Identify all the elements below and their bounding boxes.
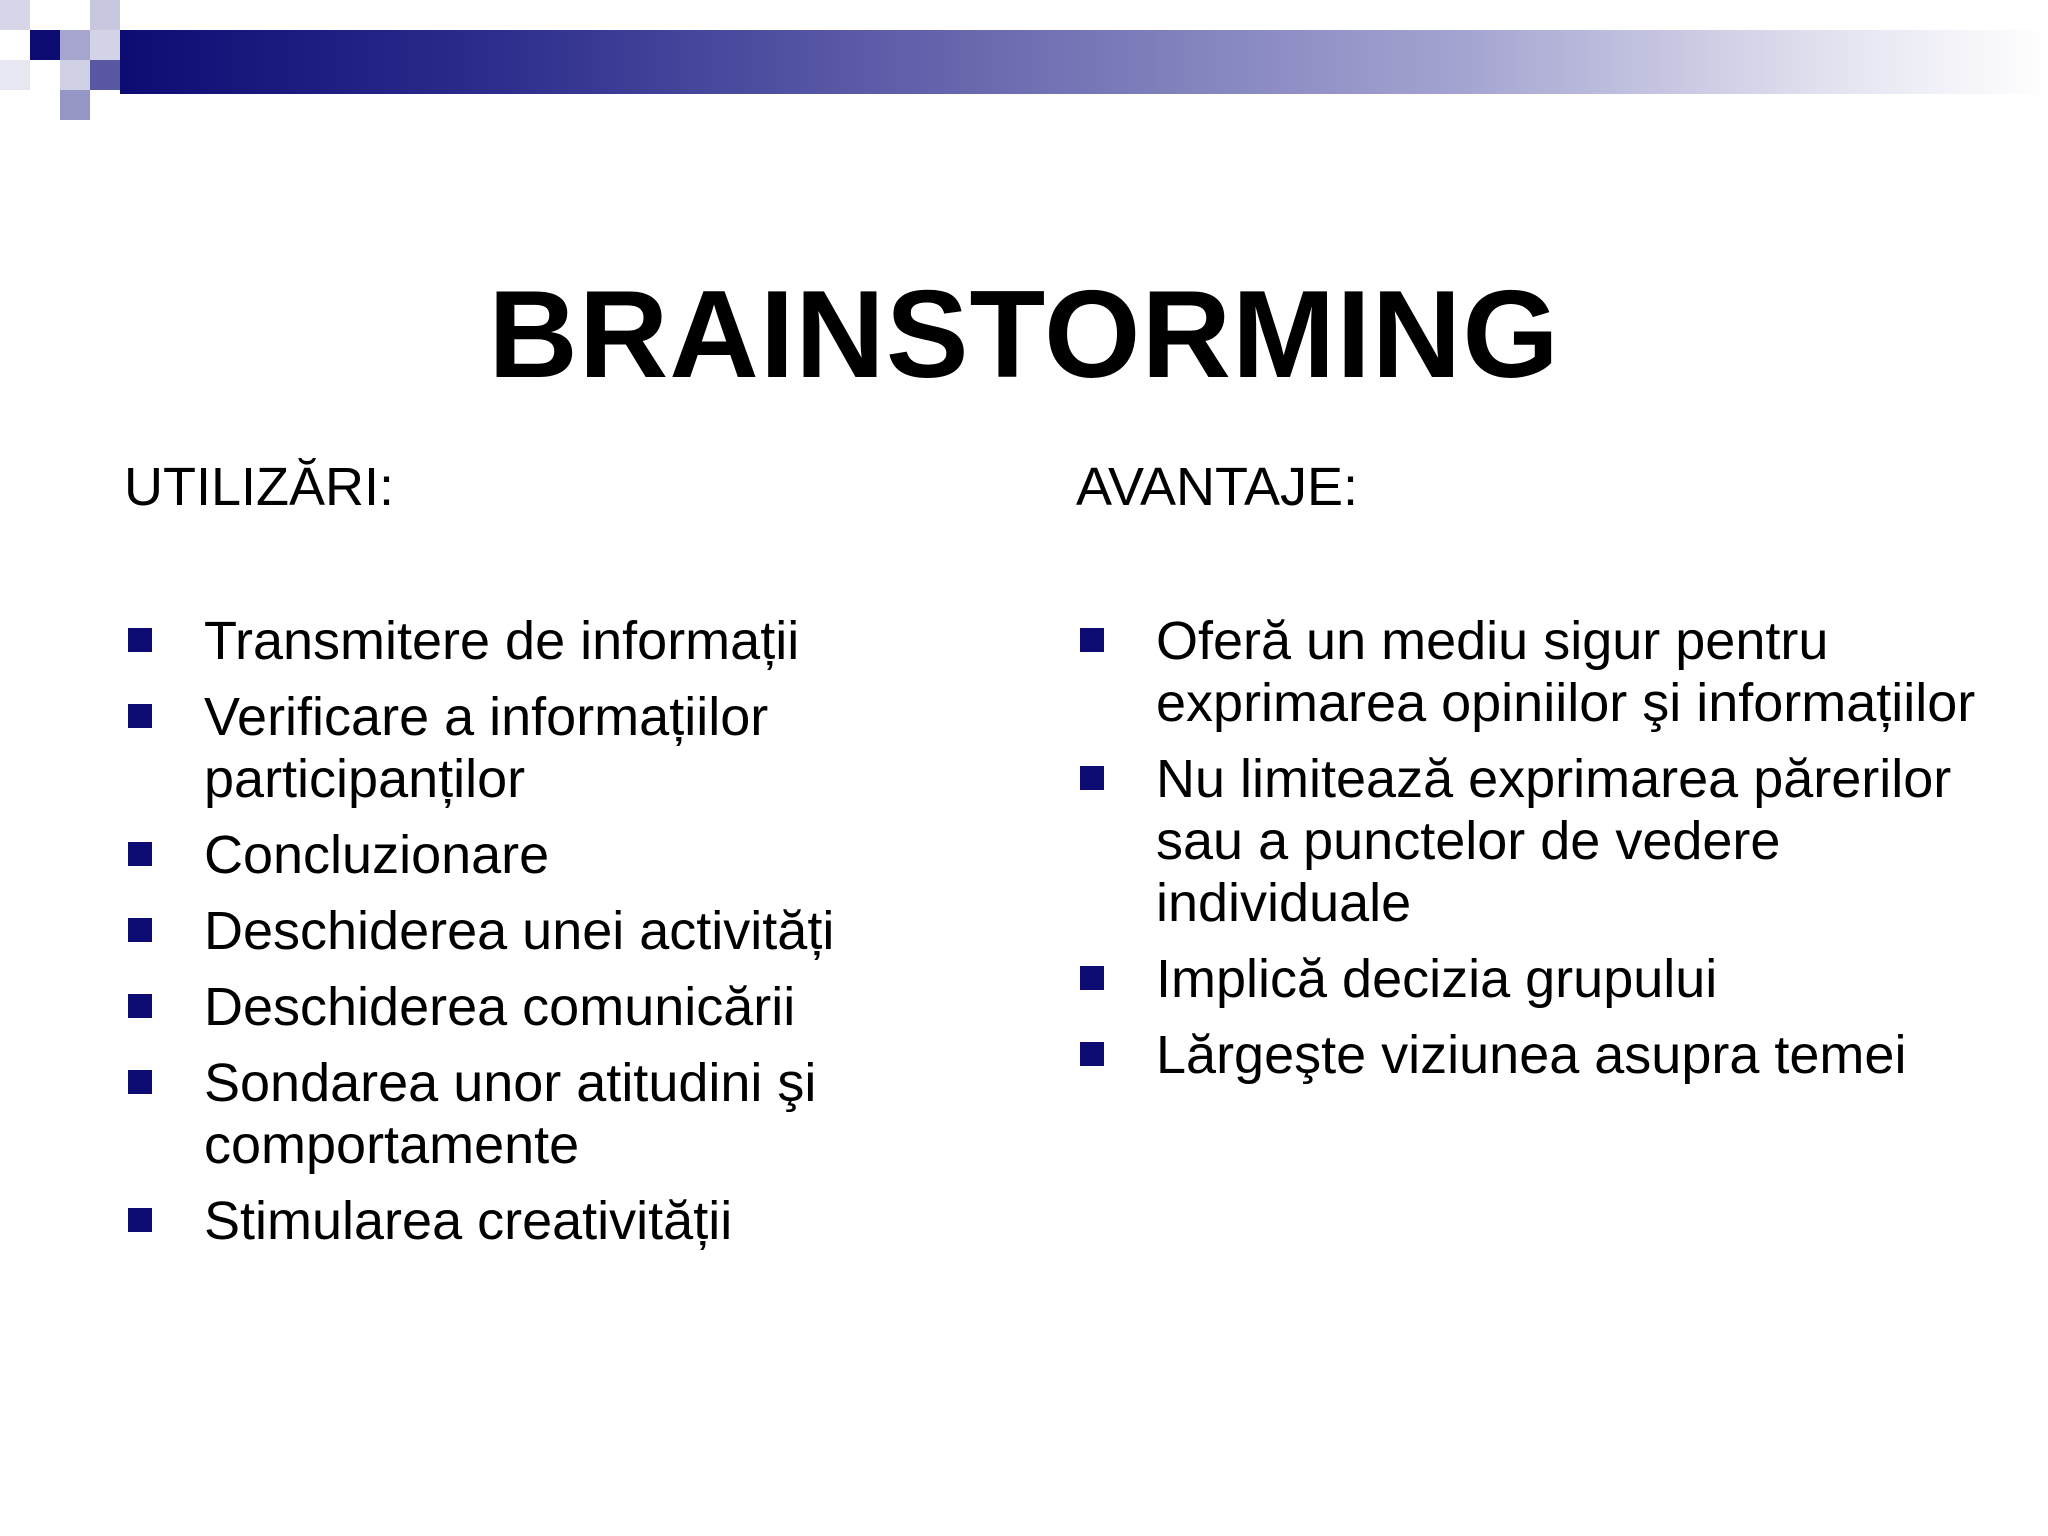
decor-square — [60, 30, 90, 60]
decor-square — [60, 60, 90, 90]
list-item — [124, 976, 1024, 1038]
list-item-text: Lărgeşte viziunea asupra temei — [1156, 1025, 1907, 1085]
square-bullet-icon — [128, 994, 152, 1018]
list-item — [1076, 948, 1976, 1010]
list-item-text: Concluzionare — [204, 825, 550, 885]
list-item-text: Implică decizia grupului — [1156, 949, 1718, 1009]
square-bullet-icon — [128, 628, 152, 652]
square-bullet-icon — [128, 1070, 152, 1094]
avantaje-column — [1076, 457, 1976, 1100]
decor-square — [90, 60, 120, 90]
list-item — [124, 900, 1024, 962]
list-item — [1076, 1024, 1976, 1086]
list-item-text: Oferă un mediu sigur pentru exprimarea opiniilor şi informațiilor — [1156, 611, 1976, 733]
list-item-text: Sondarea unor atitudini şi comportamente — [204, 1053, 817, 1175]
list-item-text: Nu limitează exprimarea părerilor sau a punctelor de vedere individuale — [1156, 749, 1952, 933]
decor-square — [90, 30, 120, 60]
list-item — [124, 1190, 1024, 1252]
square-bullet-icon — [128, 842, 152, 866]
list-item-text: Deschiderea unei activități — [204, 901, 835, 961]
square-bullet-icon — [1080, 966, 1104, 990]
list-item — [124, 824, 1024, 886]
list-item — [1076, 610, 1976, 734]
list-item-text: Verificare a informațiilor participanților — [204, 687, 769, 809]
square-bullet-icon — [128, 1208, 152, 1232]
list-item-text: Deschiderea comunicării — [204, 977, 796, 1037]
slide-title: BRAINSTORMING — [488, 266, 1560, 405]
list-item-text: Transmitere de informații — [204, 611, 800, 671]
decor-square — [60, 90, 90, 120]
square-bullet-icon — [1080, 766, 1104, 790]
list-item — [1076, 748, 1976, 934]
decor-square — [0, 60, 30, 90]
square-bullet-icon — [128, 704, 152, 728]
utilizari-column — [124, 457, 1024, 1266]
header-gradient-bar — [120, 30, 2048, 94]
square-bullet-icon — [1080, 628, 1104, 652]
list-item — [124, 686, 1024, 810]
utilizari-list — [124, 610, 1024, 1252]
list-item-text: Stimularea creativității — [204, 1191, 733, 1251]
list-item — [124, 1052, 1024, 1176]
list-item — [124, 610, 1024, 672]
decor-square — [30, 30, 60, 60]
square-bullet-icon — [1080, 1042, 1104, 1066]
decor-square — [0, 0, 30, 30]
avantaje-list — [1076, 610, 1976, 1086]
avantaje-heading: AVANTAJE: — [1076, 457, 1359, 517]
square-bullet-icon — [128, 918, 152, 942]
decor-square — [90, 0, 120, 30]
utilizari-heading: UTILIZĂRI: — [124, 457, 395, 517]
